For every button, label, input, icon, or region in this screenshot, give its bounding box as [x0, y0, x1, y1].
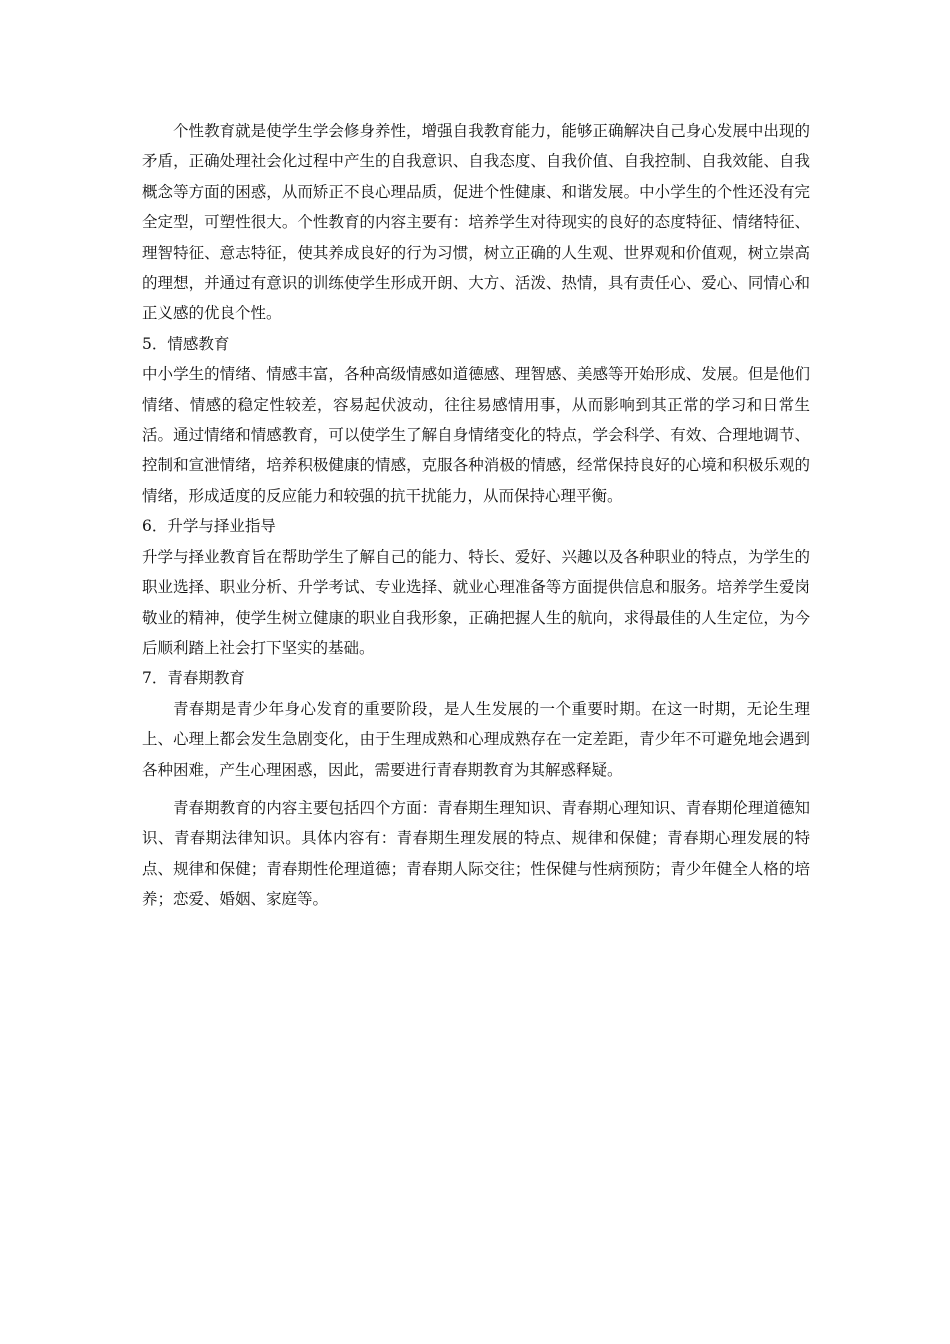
- document-body: [142, 116, 810, 915]
- emotion-education-heading: 5．情感教育: [142, 334, 230, 353]
- puberty-education-heading: 7．青春期教育: [142, 669, 245, 688]
- puberty-education-paragraph-1: 青春期是青少年身心发育的重要阶段，是人生发展的一个重要时期。在这一时期，无论生理上、心理上都会发生急剧变化，由于生理成熟和心理成熟存在一定差距，青少年不可避免地会遇到各种困难，产生心理困惑，因此，需要进行青春期教育为其解惑释疑。: [142, 699, 810, 779]
- career-guidance-heading: 6．升学与择业指导: [142, 517, 276, 536]
- emotion-education-paragraph: 中小学生的情绪、情感丰富，各种高级情感如道德感、理智感、美感等开始形成、发展。但是他们情绪、情感的稳定性较差，容易起伏波动，往往易感情用事，从而影响到其正常的学习和日常生活。通过情绪和情感教育，可以使学生了解自身情绪变化的特点，学会科学、有效、合理地调节、控制和宣泄情绪，培养积极健康的情感，克服各种消极的情感，经常保持良好的心境和积极乐观的情绪，形成适度的反应能力和较强的抗干扰能力，从而保持心理平衡。: [142, 365, 810, 505]
- personality-education-paragraph: 个性教育就是使学生学会修身养性，增强自我教育能力，能够正确解决自己身心发展中出现的矛盾，正确处理社会化过程中产生的自我意识、自我态度、自我价值、自我控制、自我效能、自我概念等方面的困惑，从而矫正不良心理品质，促进个性健康、和谐发展。中小学生的个性还没有完全定型，可塑性很大。个性教育的内容主要有：培养学生对待现实的良好的态度特征、情绪特征、理智特征、意志特征，使其养成良好的行为习惯，树立正确的人生观、世界观和价值观，树立崇高的理想，并通过有意识的训练使学生形成开朗、大方、活泼、热情，具有责任心、爱心、同情心和正义感的优良个性。: [142, 122, 810, 323]
- puberty-education-paragraph-2: 青春期教育的内容主要包括四个方面：青春期生理知识、青春期心理知识、青春期伦理道德知识、青春期法律知识。具体内容有：青春期生理发展的特点、规律和保健；青春期心理发展的特点、规律和保健；青春期性伦理道德；青春期人际交往；性保健与性病预防；青少年健全人格的培养；恋爱、婚姻、家庭等。: [142, 798, 810, 909]
- career-guidance-paragraph: 升学与择业教育旨在帮助学生了解自己的能力、特长、爱好、兴趣以及各种职业的特点，为学生的职业选择、职业分析、升学考试、专业选择、就业心理准备等方面提供信息和服务。培养学生爱岗敬业的精神，使学生树立健康的职业自我形象，正确把握人生的航向，求得最佳的人生定位，为今后顺利踏上社会打下坚实的基础。: [142, 547, 810, 657]
